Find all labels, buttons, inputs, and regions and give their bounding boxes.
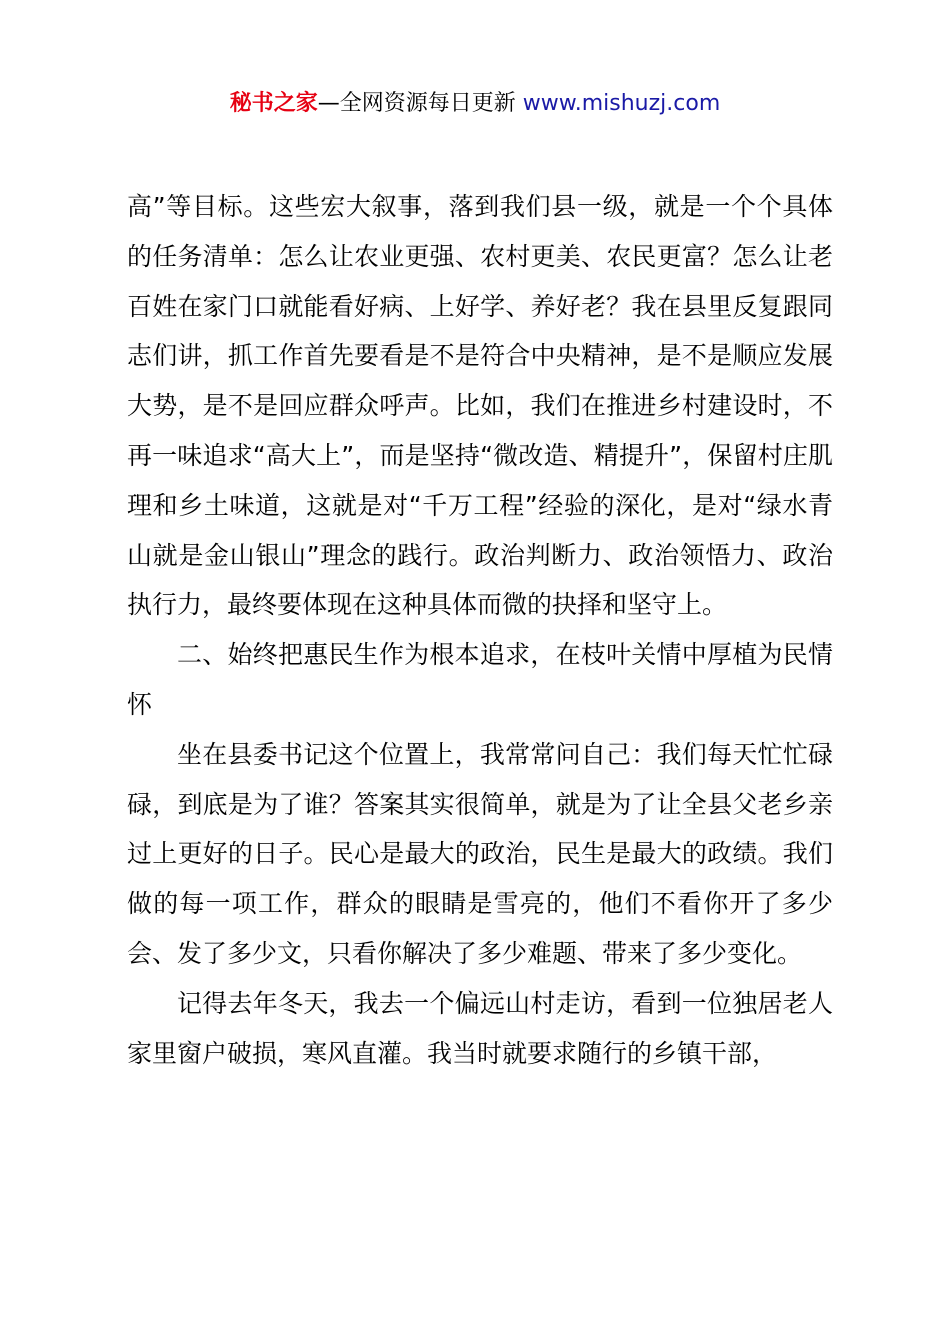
page-header bbox=[0, 86, 950, 122]
header-tagline: —全网资源每日更新 bbox=[317, 91, 523, 116]
header-url-link[interactable]: www.mishuzj.com bbox=[522, 91, 721, 116]
header-brand: 秘书之家 bbox=[229, 91, 318, 116]
paragraph-continuation: 高”等目标。这些宏大叙事，落到我们县一级，就是一个个具体的任务清单：怎么让农业更强、农村更美、农民更富？怎么让老百姓在家门口就能看好病、上好学、养好老？我在县里反复跟同志们讲，抓工作首先要看是不是符合中央精神，是不是顺应发展大势，是不是回应群众呼声。比如，我们在推进乡村建设时，不再一味追求“高大上”，而是坚持“微改造、精提升”，保留村庄肌理和乡土味道，这就是对“千万工程”经验的深化，是对“绿水青山就是金山银山”理念的践行。政治判断力、政治领悟力、政治执行力，最终要体现在这种具体而微的抉择和坚守上。 bbox=[127, 192, 833, 620]
paragraph: 坐在县委书记这个位置上，我常常问自己：我们每天忙忙碌碌，到底是为了谁？答案其实很简单，就是为了让全县父老乡亲过上更好的日子。民心是最大的政治，民生是最大的政绩。我们做的每一项工作，群众的眼睛是雪亮的，他们不看你开了多少会、发了多少文，只看你解决了多少难题、带来了多少变化。 bbox=[127, 739, 833, 968]
paragraph: 记得去年冬天，我去一个偏远山村走访，看到一位独居老人家里窗户破损，寒风直灌。我当时就要求随行的乡镇干部， bbox=[127, 988, 833, 1068]
section-heading: 二、始终把惠民生作为根本追求，在枝叶关情中厚植为民情怀 bbox=[127, 640, 833, 719]
document-body bbox=[127, 182, 833, 1078]
